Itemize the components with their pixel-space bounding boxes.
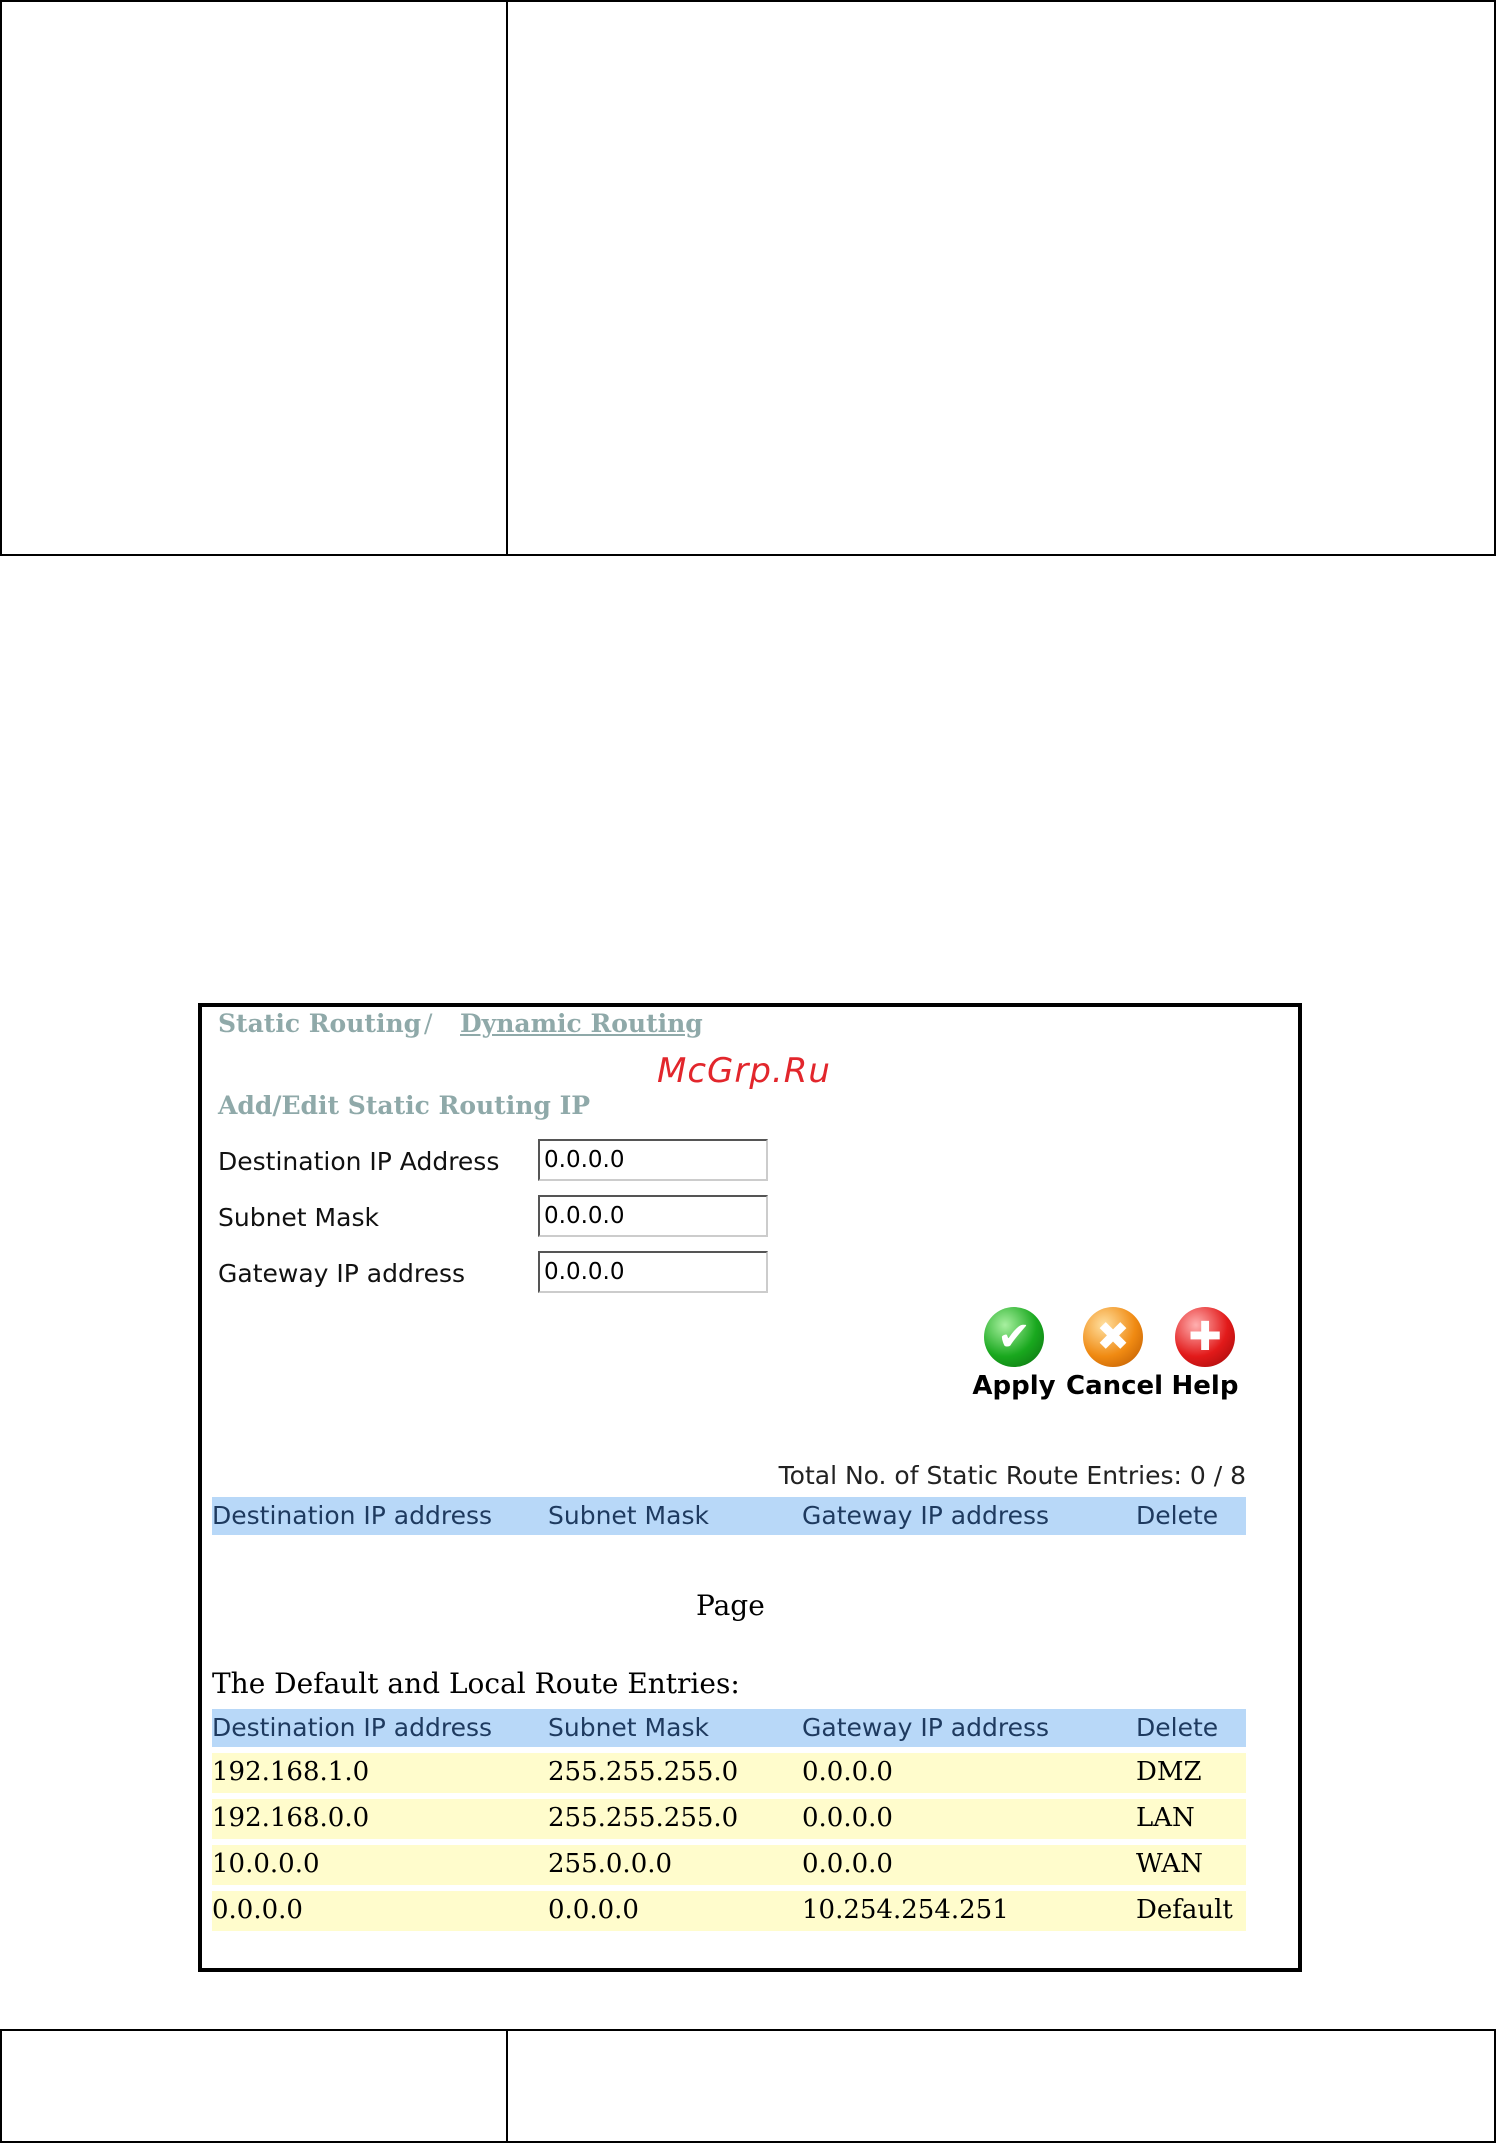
column-header: Delete <box>1136 1501 1219 1530</box>
column-header: Gateway IP address <box>802 1713 1049 1742</box>
cancel-button[interactable] <box>1066 1307 1164 1401</box>
nav-static-routing[interactable]: Static Routing <box>218 1009 422 1038</box>
table-cell: 0.0.0.0 <box>802 1757 893 1787</box>
document-top-frame <box>0 0 1496 556</box>
destination-ip-label: Destination IP Address <box>218 1147 500 1176</box>
subnet-mask-input[interactable] <box>538 1195 768 1237</box>
check-icon: ✔ <box>984 1307 1044 1367</box>
table-cell: 0.0.0.0 <box>548 1895 639 1925</box>
table-cell: 0.0.0.0 <box>802 1803 893 1833</box>
table-cell: DMZ <box>1136 1757 1202 1787</box>
table-cell: LAN <box>1136 1803 1195 1833</box>
nav-separator: / <box>424 1009 433 1038</box>
document-top-divider <box>506 2 508 554</box>
static-route-table <box>212 1497 1246 1535</box>
table-row <box>212 1845 1246 1885</box>
default-route-table <box>212 1709 1246 1931</box>
table-cell: 0.0.0.0 <box>802 1849 893 1879</box>
column-header: Destination IP address <box>212 1501 493 1530</box>
table-cell: 192.168.0.0 <box>212 1803 370 1833</box>
router-ui-panel <box>198 1003 1302 1972</box>
column-header: Destination IP address <box>212 1713 493 1742</box>
table-cell: 255.0.0.0 <box>548 1849 673 1879</box>
static-route-count: Total No. of Static Route Entries: 0 / 8 <box>778 1461 1246 1490</box>
column-header: Gateway IP address <box>802 1501 1049 1530</box>
table-cell: 10.0.0.0 <box>212 1849 320 1879</box>
table-cell: 10.254.254.251 <box>802 1895 1009 1925</box>
help-label: Help <box>1171 1371 1239 1401</box>
section-title: Add/Edit Static Routing IP <box>218 1091 591 1120</box>
default-routes-title: The Default and Local Route Entries: <box>212 1667 740 1700</box>
table-cell: WAN <box>1136 1849 1203 1879</box>
table-cell: 255.255.255.0 <box>548 1803 739 1833</box>
column-header: Delete <box>1136 1713 1219 1742</box>
gateway-ip-label: Gateway IP address <box>218 1259 465 1288</box>
gateway-ip-input[interactable] <box>538 1251 768 1293</box>
help-button[interactable] <box>1170 1307 1240 1401</box>
apply-label: Apply <box>972 1371 1056 1401</box>
column-header: Subnet Mask <box>548 1501 709 1530</box>
table-cell: 192.168.1.0 <box>212 1757 370 1787</box>
table-row <box>212 1799 1246 1839</box>
document-bottom-frame <box>0 2029 1496 2143</box>
table-header-row <box>212 1709 1246 1747</box>
page-label: Page <box>696 1589 765 1622</box>
table-header-row <box>212 1497 1246 1535</box>
document-bottom-divider <box>506 2031 508 2141</box>
table-cell: 0.0.0.0 <box>212 1895 303 1925</box>
apply-button[interactable] <box>972 1307 1056 1401</box>
watermark: McGrp.Ru <box>657 1051 831 1091</box>
table-row <box>212 1891 1246 1931</box>
table-cell: 255.255.255.0 <box>548 1757 739 1787</box>
destination-ip-input[interactable] <box>538 1139 768 1181</box>
cancel-label: Cancel <box>1066 1371 1164 1401</box>
table-cell: Default <box>1136 1895 1233 1925</box>
table-row <box>212 1753 1246 1793</box>
x-icon: ✖ <box>1083 1307 1143 1367</box>
column-header: Subnet Mask <box>548 1713 709 1742</box>
plus-icon: ✚ <box>1175 1307 1235 1367</box>
subnet-mask-label: Subnet Mask <box>218 1203 379 1232</box>
nav-dynamic-routing[interactable]: Dynamic Routing <box>460 1009 703 1038</box>
